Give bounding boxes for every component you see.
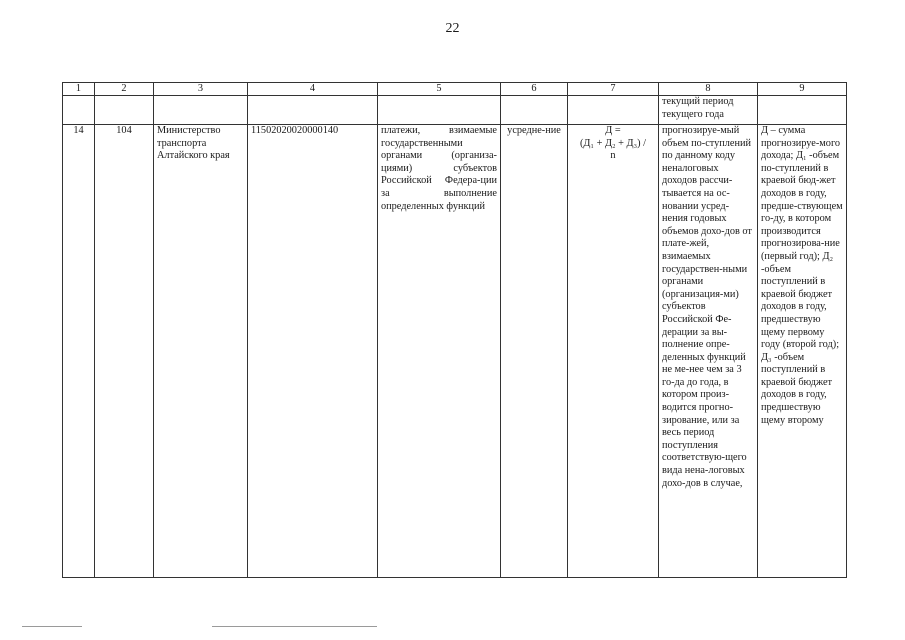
formula-legend: Д – сумма прогнозируе-мого дохода; Д₁ -объем по-ступлений в краевой бюд-жет доходов в году, предше-ствующем го-ду, в котором производится прогнозирова-ние (первый год); Д₂ -объем поступлений в краевой бюджет доходов в году, предшествую щему первому году (второй год); Д₃ -объем поступлений в краевой бюджет доходов в году, предшествую щему второму [758,125,847,578]
column-number-row [63,83,847,96]
document-table [62,82,847,578]
formula-line: (Д₁ + Д₂ + Д₃) / [579,137,647,149]
continuation-row [63,96,847,125]
column-number: 1 [63,83,95,96]
page-number: 22 [445,21,460,36]
column-number: 3 [154,83,248,96]
column-number: 5 [378,83,501,96]
column-number: 8 [659,83,758,96]
formula-line: Д = [605,125,621,136]
column-number: 2 [95,83,154,96]
admin-code: 104 [95,125,154,578]
continued-cell-col8: текущий период текущего года [659,96,758,125]
table-row [63,125,847,578]
budget-classification-code: 11502020020000140 [248,125,378,578]
scan-artifact-line [22,626,82,627]
column-number: 9 [758,83,847,96]
formula [568,125,659,578]
column-number: 6 [501,83,568,96]
ministry-name: Министерство транспорта Алтайского края [154,125,248,578]
calculation-method: усредне-ние [501,125,568,578]
column-number: 7 [568,83,659,96]
row-number: 14 [63,125,95,578]
column-number: 4 [248,83,378,96]
calculation-description: прогнозируе-мый объем по-ступлений по данному коду неналоговых доходов рассчи-тывается на ос-новании усред-нения годовых объемов дохо-дов от плате-жей, взимаемых государствен-ными органами (организация-ми) субъектов Российской Фе-дерации за вы-полнение опре-деленных функций не ме-нее чем за 3 го-да до года, в котором произ-водится прогно-зирование, или за весь период поступления соответствую-щего вида нена-логовых дохо-дов в случае, [659,125,758,578]
formula-line: n [610,150,616,162]
scan-artifact-line [212,626,377,627]
income-name: платежи, взимаемые государственными органами (организа-циями) субъектов Российской Федера-ции за выполнение определенных функций [378,125,501,578]
